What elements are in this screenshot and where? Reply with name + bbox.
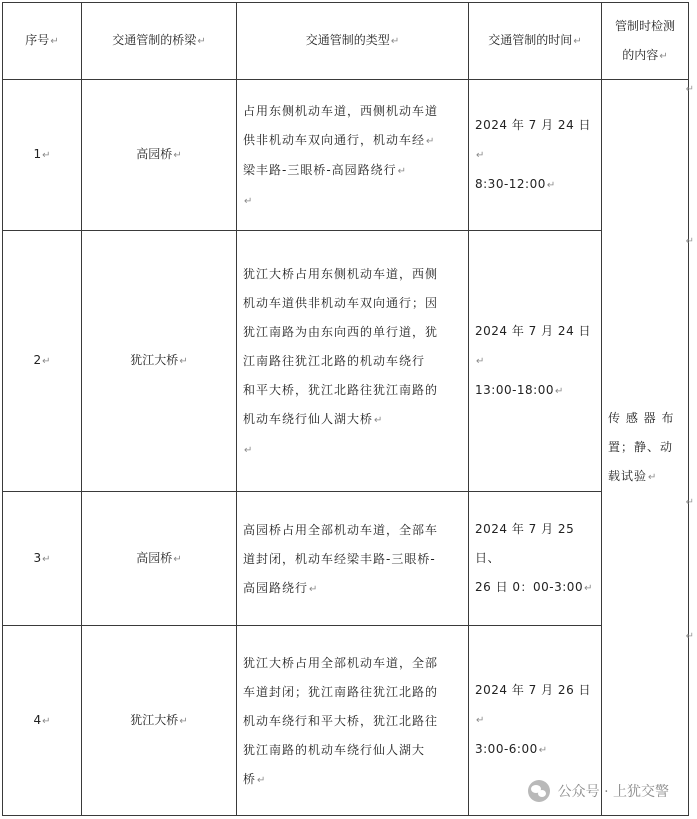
control-type: 犹江大桥占用全部机动车道，全部 车道封闭；犹江南路往犹江北路的 机动车绕行和平大桥，犹江北路往 犹江南路的机动车绕行仙人湖大 桥↵	[237, 626, 469, 816]
table-row	[3, 231, 689, 492]
wechat-icon	[528, 780, 550, 802]
control-time: 2024 年 7 月 26 日↵ 3:00-6:00↵	[469, 626, 602, 816]
control-type: 占用东侧机动车道，西侧机动车道 供非机动车双向通行，机动车经↵ 梁丰路-三眼桥-高园路绕行↵ ↵	[237, 80, 469, 231]
header-type: 交通管制的类型↵	[237, 3, 469, 80]
cell-end-mark: ↵	[685, 84, 694, 95]
header-row	[3, 3, 689, 80]
row-number: 3↵	[3, 492, 82, 626]
watermark	[528, 780, 669, 802]
header-time: 交通管制的时间↵	[469, 3, 602, 80]
row-number: 2↵	[3, 231, 82, 492]
cell-end-mark: ↵	[685, 236, 694, 247]
content-cell: 传 感 器 布 置；静、动 载试验↵	[602, 80, 689, 816]
row-number: 4↵	[3, 626, 82, 816]
table-row	[3, 492, 689, 626]
control-type: 高园桥占用全部机动车道，全部车 道封闭，机动车经梁丰路-三眼桥- 高园路绕行↵	[237, 492, 469, 626]
control-time: 2024 年 7 月 24 日↵ 13:00-18:00↵	[469, 231, 602, 492]
bridge-name: 高园桥↵	[82, 492, 237, 626]
bridge-name: 犹江大桥↵	[82, 626, 237, 816]
cell-end-mark: ↵	[685, 631, 694, 642]
control-time: 2024 年 7 月 25 日、 26 日 0：00-3:00↵	[469, 492, 602, 626]
bridge-name: 犹江大桥↵	[82, 231, 237, 492]
header-bridge: 交通管制的桥梁↵	[82, 3, 237, 80]
cell-end-mark: ↵	[685, 497, 694, 508]
control-type: 犹江大桥占用东侧机动车道，西侧 机动车道供非机动车双向通行；因 犹江南路为由东向西的单行道，犹 江南路往犹江北路的机动车绕行 和平大桥，犹江北路往犹江南路的 机动车绕行仙人湖大桥↵ ↵	[237, 231, 469, 492]
watermark-text: 公众号 · 上犹交警	[557, 784, 669, 800]
bridge-name: 高园桥↵	[82, 80, 237, 231]
table-row	[3, 80, 689, 231]
control-time: 2024 年 7 月 24 日↵ 8:30-12:00↵	[469, 80, 602, 231]
row-number: 1↵	[3, 80, 82, 231]
traffic-control-table	[2, 2, 689, 816]
header-content: 管制时检测 的内容↵	[602, 3, 689, 80]
header-no: 序号↵	[3, 3, 82, 80]
